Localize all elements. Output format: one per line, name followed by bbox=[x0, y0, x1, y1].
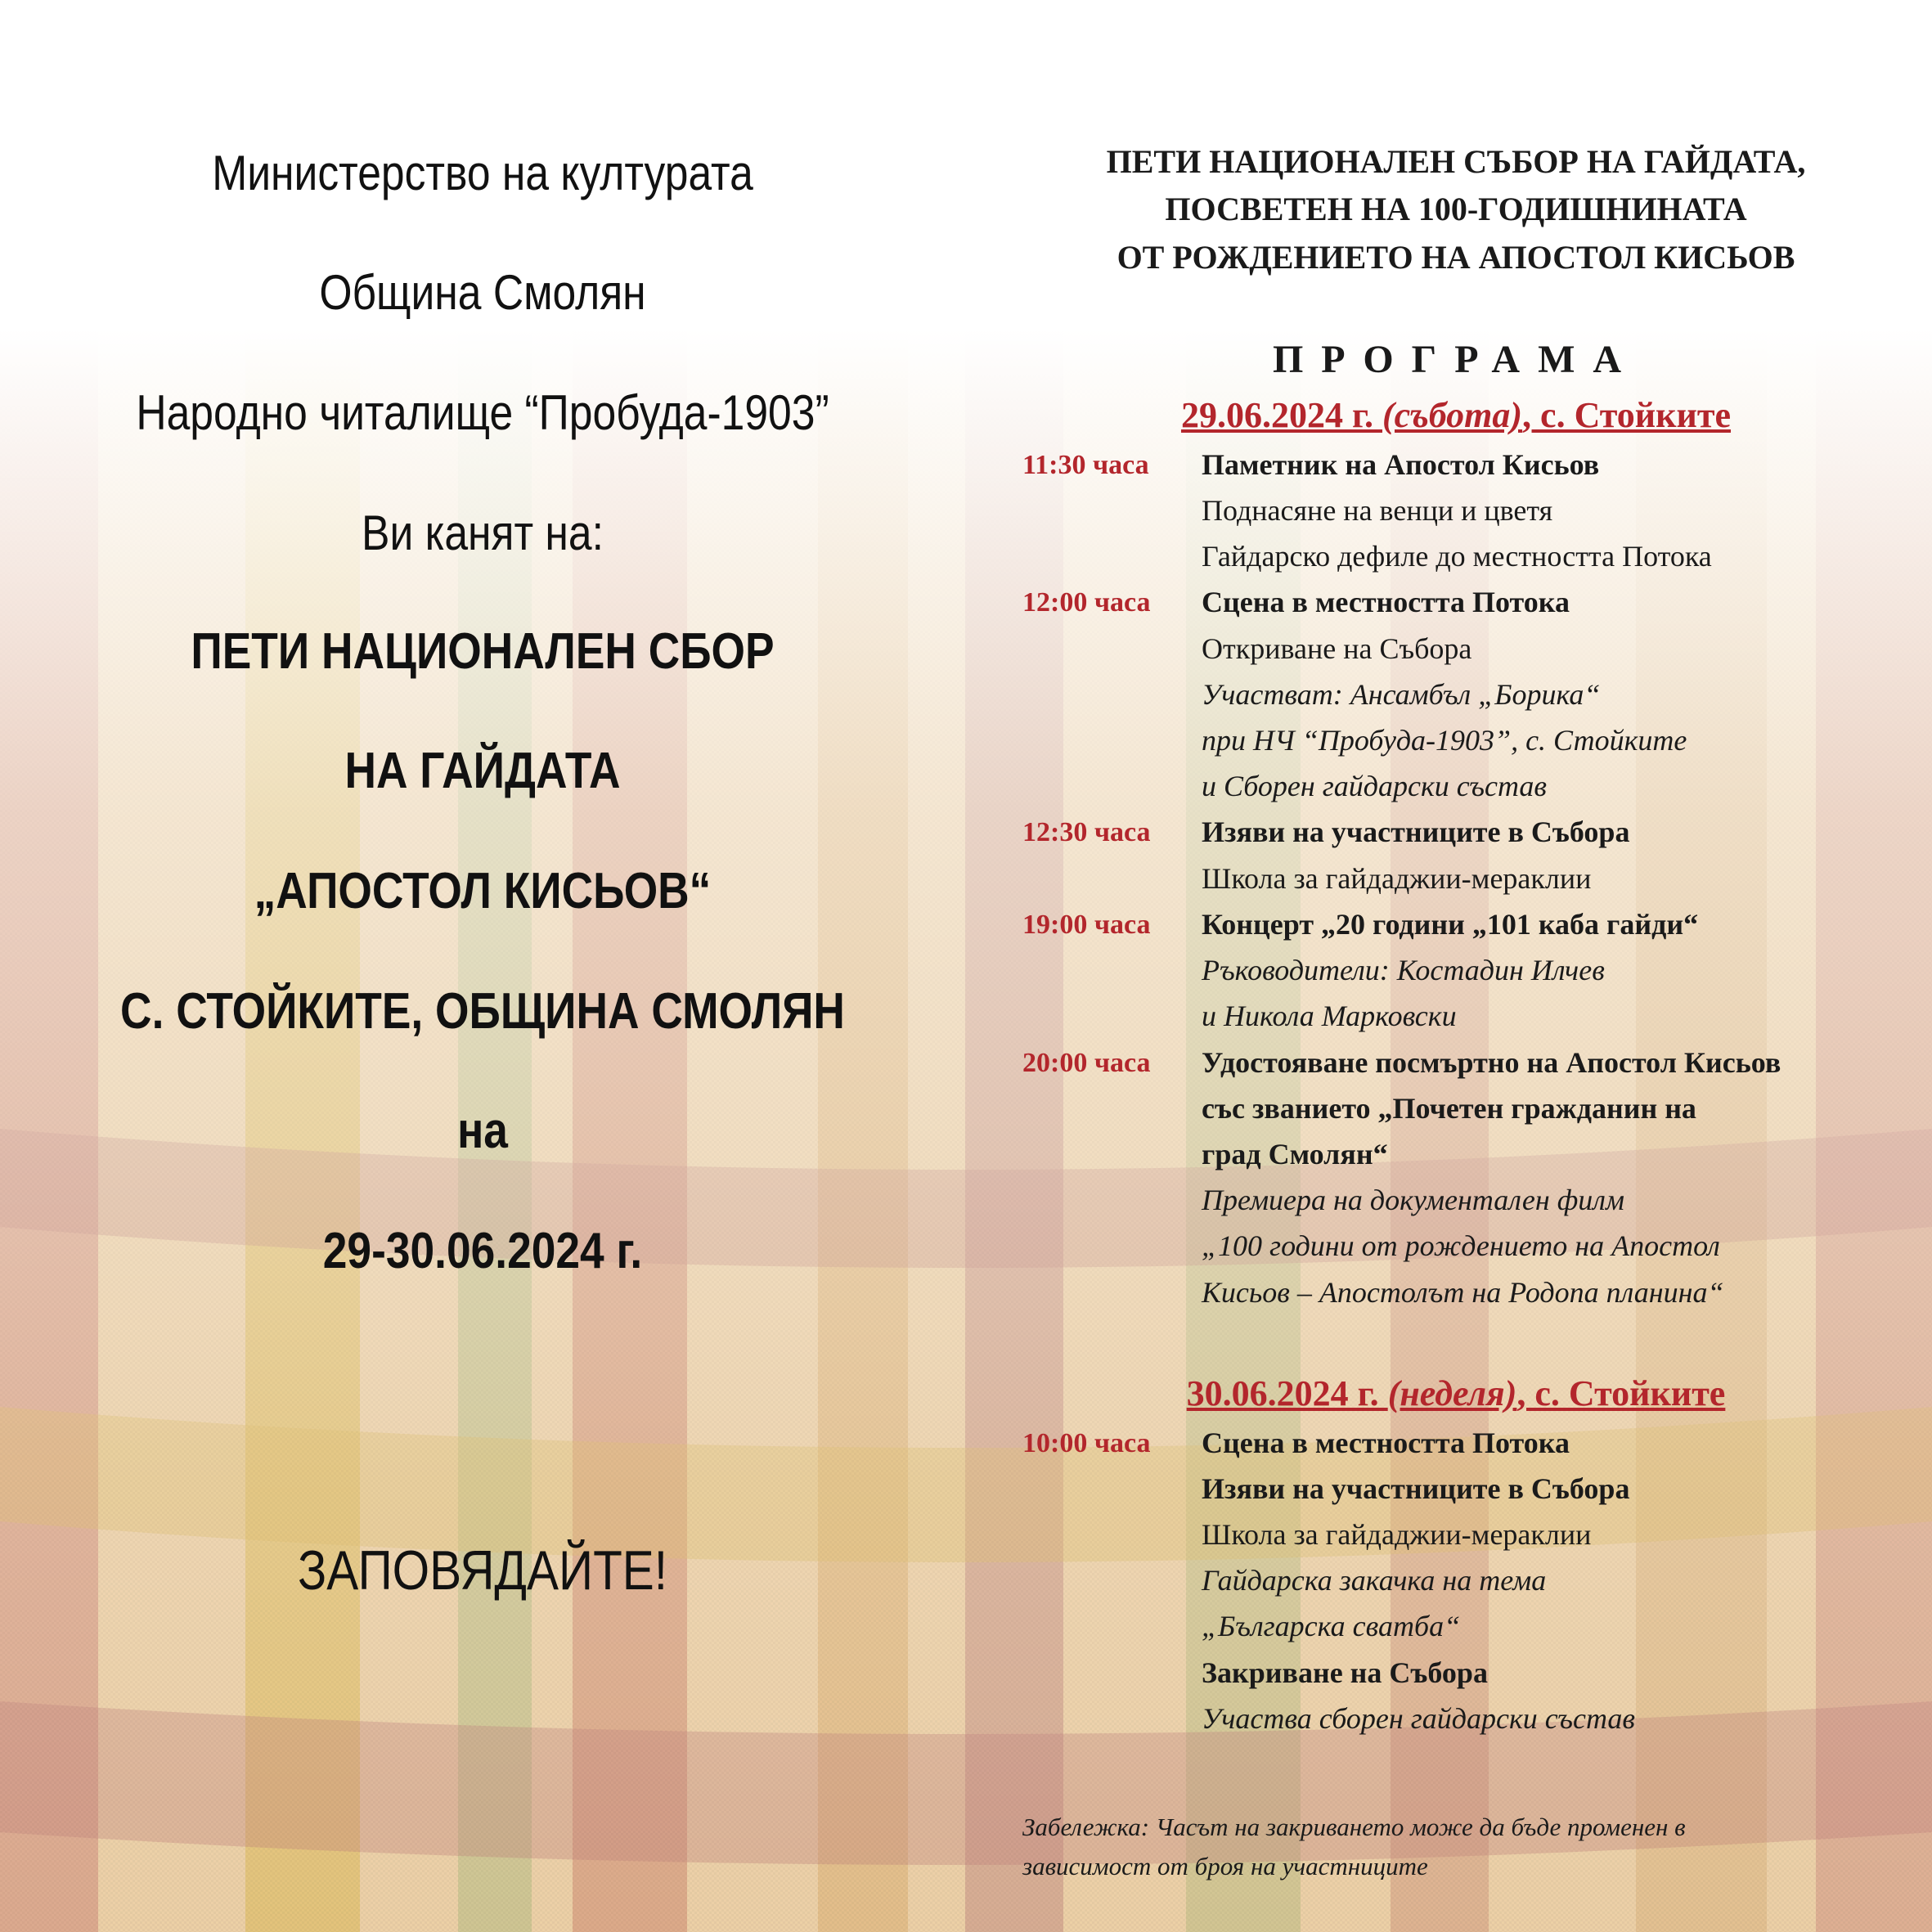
event-name-line3: „АПОСТОЛ КИСЬОВ“ bbox=[254, 863, 712, 919]
program-item: Паметник на Апостол Кисьов bbox=[1202, 448, 1600, 481]
program-item: Ръководители: Костадин Илчев bbox=[1202, 954, 1605, 986]
event-location: С. СТОЙКИТЕ, ОБЩИНА СМОЛЯН bbox=[120, 983, 845, 1040]
time-1130: 11:30 часа bbox=[1022, 450, 1149, 480]
program-item: Гайдарска закачка на тема bbox=[1202, 1564, 1547, 1597]
program-item: Гайдарско дефиле до местността Потока bbox=[1202, 540, 1712, 573]
program-item: Удостояване посмъртно на Апостол Кисьов bbox=[1202, 1046, 1781, 1079]
day1-heading bbox=[1014, 394, 1898, 436]
program-item: и Сборен гайдарски състав bbox=[1202, 770, 1548, 802]
program-item: Поднасяне на венци и цветя bbox=[1202, 494, 1553, 527]
event-dates: 29-30.06.2024 г. bbox=[322, 1223, 643, 1279]
program-item: Изяви на участниците в Събора bbox=[1202, 1472, 1630, 1505]
program-item: Участва сборен гайдарски състав bbox=[1202, 1702, 1636, 1735]
program-item: Откриване на Събора bbox=[1202, 632, 1472, 665]
time-1900: 19:00 часа bbox=[1022, 910, 1151, 940]
organizer-community-center: Народно читалище “Пробуда-1903” bbox=[136, 385, 829, 440]
program-item: „100 години от рождението на Апостол bbox=[1202, 1229, 1720, 1262]
program-item: със званието „Почетен гражданин на bbox=[1202, 1092, 1696, 1125]
program-heading: ПРОГРАМА bbox=[1272, 338, 1640, 381]
day1-weekday: (събота) bbox=[1382, 395, 1523, 435]
program-title-line2: ПОСВЕТЕН НА 100-ГОДИШНИНАТА bbox=[1165, 191, 1747, 227]
day1-date: 29.06.2024 г. bbox=[1180, 395, 1382, 435]
program-title-line3: ОТ РОЖДЕНИЕТО НА АПОСТОЛ КИСЬОВ bbox=[1117, 239, 1795, 276]
program-item: Сцена в местността Потока bbox=[1202, 586, 1570, 618]
organizer-ministry: Министерство на културата bbox=[212, 146, 753, 200]
time-1230: 12:30 часа bbox=[1022, 817, 1151, 847]
program-item: Школа за гайдаджии-мераклии bbox=[1202, 862, 1592, 895]
program-item: Премиера на документален филм bbox=[1202, 1184, 1624, 1216]
event-on-label: на bbox=[457, 1103, 508, 1159]
program-item: Школа за гайдаджии-мераклии bbox=[1202, 1518, 1592, 1551]
day1-place: , с. Стойките bbox=[1522, 395, 1732, 435]
day2-heading bbox=[1014, 1373, 1898, 1414]
day2-weekday: (неделя) bbox=[1387, 1373, 1517, 1413]
program-column bbox=[1014, 0, 1914, 1932]
program-item: „Българска сватба“ bbox=[1202, 1610, 1461, 1642]
event-name-line1: ПЕТИ НАЦИОНАЛЕН СБОР bbox=[191, 623, 775, 680]
program-title-line1: ПЕТИ НАЦИОНАЛЕН СЪБОР НА ГАЙДАТА, bbox=[1106, 143, 1806, 180]
invitation-column bbox=[49, 0, 916, 1932]
program-item: Сцена в местността Потока bbox=[1202, 1427, 1570, 1459]
program-item: Изяви на участниците в Събора bbox=[1202, 815, 1630, 848]
program-item: Участват: Ансамбъл „Борика“ bbox=[1202, 678, 1601, 711]
footnote-line2: зависимост от броя на участниците bbox=[1022, 1852, 1428, 1880]
program-item: град Смолян“ bbox=[1202, 1138, 1388, 1170]
day2-place: , с. Стойките bbox=[1516, 1373, 1726, 1413]
footnote bbox=[1022, 1808, 1889, 1886]
organizer-municipality: Община Смолян bbox=[319, 265, 646, 320]
program-item: при НЧ “Пробуда-1903”, с. Стойките bbox=[1202, 724, 1687, 757]
program-item: и Никола Марковски bbox=[1202, 1000, 1457, 1032]
time-2000: 20:00 часа bbox=[1022, 1048, 1151, 1078]
event-name-line2: НА ГАЙДАТА bbox=[344, 743, 621, 799]
welcome-text: ЗАПОВЯДАЙТЕ! bbox=[297, 1539, 668, 1602]
time-1000: 10:00 часа bbox=[1022, 1428, 1151, 1458]
program-item: Закриване на Събора bbox=[1202, 1656, 1488, 1689]
invite-phrase: Ви канят на: bbox=[362, 505, 604, 560]
day2-date: 30.06.2024 г. bbox=[1186, 1373, 1388, 1413]
program-item: Концерт „20 години „101 каба гайди“ bbox=[1202, 908, 1699, 941]
time-1200: 12:00 часа bbox=[1022, 587, 1151, 618]
footnote-line1: Забележка: Часът на закриването може да бъде променен в bbox=[1022, 1813, 1686, 1841]
program-item: Кисьов – Апостолът на Родопа планина“ bbox=[1202, 1276, 1724, 1309]
